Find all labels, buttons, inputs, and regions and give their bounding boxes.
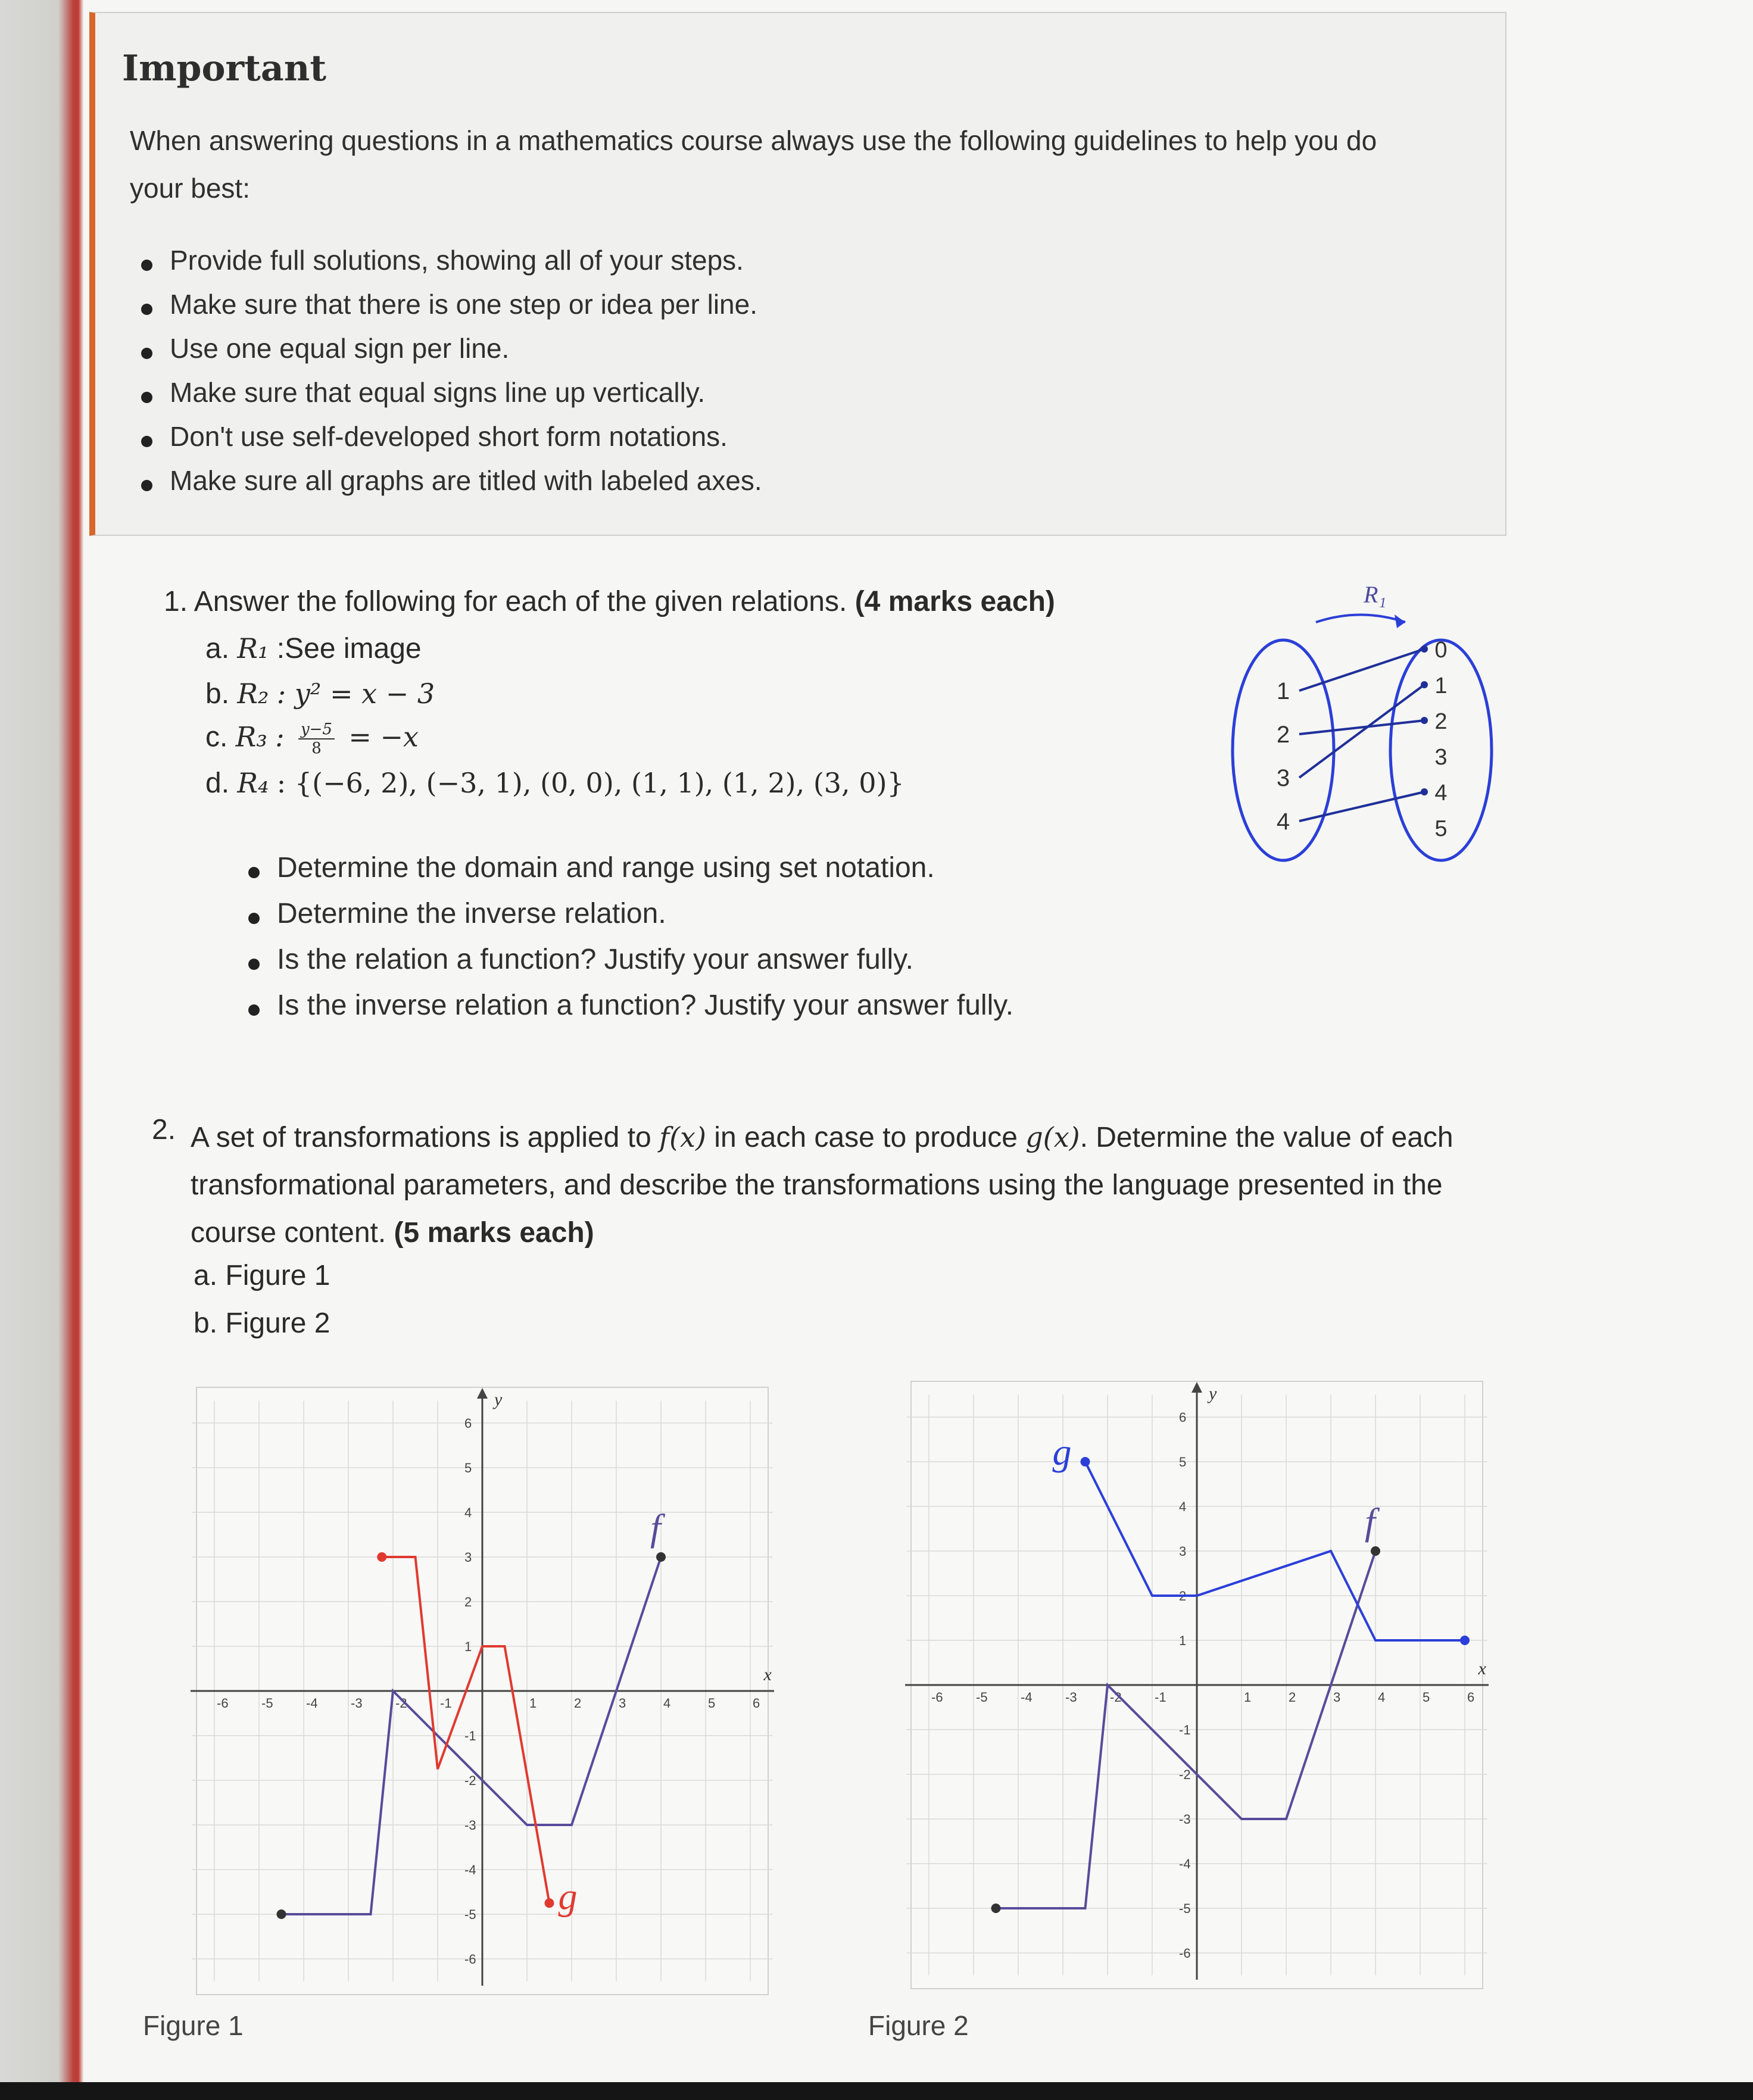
y-tick-label: -1 bbox=[464, 1728, 476, 1743]
guideline-item: Make sure that there is one step or idea per line. bbox=[170, 288, 762, 332]
relation-name: R₁ bbox=[237, 632, 269, 664]
part-text: Figure 1 bbox=[225, 1260, 330, 1291]
question-1-part-d bbox=[205, 767, 904, 800]
arrowhead-icon bbox=[1395, 614, 1405, 628]
guideline-list bbox=[170, 244, 762, 508]
task-item: Determine the domain and range using set notation. bbox=[277, 851, 1013, 897]
y-tick-label: -5 bbox=[464, 1907, 476, 1922]
y-tick-label: 6 bbox=[464, 1416, 472, 1431]
f-endpoint bbox=[277, 1909, 286, 1919]
mapping-diagram bbox=[1227, 572, 1512, 893]
part-label: a. bbox=[194, 1260, 218, 1291]
g-endpoint bbox=[1081, 1457, 1090, 1466]
arrow-tip-icon bbox=[1421, 717, 1428, 724]
g-endpoint bbox=[1460, 1636, 1470, 1645]
figure-1-caption: Figure 1 bbox=[143, 2010, 244, 2041]
y-tick-label: 1 bbox=[1179, 1633, 1187, 1648]
x-tick-label: -6 bbox=[217, 1696, 229, 1711]
y-tick-label: -3 bbox=[1179, 1812, 1191, 1827]
bottom-bezel bbox=[0, 2082, 1753, 2100]
x-tick-label: -4 bbox=[306, 1696, 318, 1711]
part-text: Figure 2 bbox=[225, 1308, 330, 1339]
question-2-part-b bbox=[194, 1307, 330, 1340]
range-value: 3 bbox=[1434, 745, 1448, 770]
question-1-part-b bbox=[205, 678, 435, 710]
range-value: 1 bbox=[1434, 673, 1448, 698]
arrow-tip-icon bbox=[1421, 681, 1428, 688]
question-1-part-c: c. R₃ : $\frac{y-5}{8}$ = −x bbox=[205, 720, 419, 757]
y-tick-label: 5 bbox=[1179, 1455, 1187, 1469]
y-tick-label: 3 bbox=[1179, 1544, 1187, 1559]
x-tick-label: -1 bbox=[1155, 1690, 1166, 1705]
y-tick-label: -4 bbox=[1179, 1856, 1191, 1871]
range-values bbox=[1434, 638, 1447, 841]
y-tick-label: 4 bbox=[1179, 1499, 1187, 1514]
range-value: 0 bbox=[1434, 638, 1448, 663]
x-axis-label: x bbox=[763, 1665, 772, 1684]
g-label: g bbox=[1052, 1431, 1072, 1473]
f-endpoint bbox=[991, 1904, 1001, 1913]
question-1-prompt: Answer the following for each of the given relations. bbox=[194, 586, 847, 617]
x-tick-label: -5 bbox=[261, 1696, 273, 1711]
y-axis-label: y bbox=[1209, 1384, 1217, 1403]
x-tick-label: 4 bbox=[1378, 1690, 1386, 1705]
x-tick-label: 5 bbox=[708, 1696, 716, 1711]
y-tick-label: -6 bbox=[1179, 1946, 1191, 1961]
y-tick-label: -4 bbox=[464, 1862, 476, 1877]
range-value: 5 bbox=[1434, 816, 1448, 841]
relation-definition: :See image bbox=[276, 633, 422, 664]
range-value: 2 bbox=[1434, 709, 1448, 734]
f-endpoint bbox=[656, 1552, 666, 1562]
x-tick-label: -5 bbox=[976, 1690, 988, 1705]
g-of-x: g(x) bbox=[1025, 1121, 1080, 1153]
figure-2-caption: Figure 2 bbox=[868, 2010, 969, 2041]
question-2-marks: (5 marks each) bbox=[394, 1217, 594, 1249]
x-tick-label: -6 bbox=[931, 1690, 943, 1705]
x-tick-label: 2 bbox=[1289, 1690, 1296, 1705]
question-2-number: 2. bbox=[152, 1114, 176, 1146]
domain-values bbox=[1277, 678, 1290, 835]
x-tick-label: 4 bbox=[663, 1696, 671, 1711]
question-1-marks: (4 marks each) bbox=[854, 586, 1055, 617]
y-tick-label: 4 bbox=[464, 1505, 472, 1520]
figure-1-graph bbox=[191, 1381, 774, 2001]
prompt-text: . Determine the value of each transformational parameters, and describe the transformations using the language presented in the course content. bbox=[191, 1122, 1453, 1249]
f-label: f bbox=[650, 1506, 661, 1549]
y-tick-label: -3 bbox=[464, 1818, 476, 1833]
part-label: b. bbox=[205, 678, 230, 710]
part-label: b. bbox=[194, 1308, 218, 1339]
x-tick-label: -4 bbox=[1021, 1690, 1033, 1705]
fraction bbox=[298, 720, 335, 757]
mapping-arrow-icon bbox=[1316, 615, 1405, 623]
important-intro: When answering questions in a mathematics course always use the following guidelines to help you do your best: bbox=[130, 125, 1377, 204]
y-tick-label: 1 bbox=[464, 1639, 472, 1654]
question-2-prompt bbox=[191, 1113, 1530, 1257]
x-tick-label: 6 bbox=[753, 1696, 760, 1711]
part-label: c. bbox=[205, 721, 228, 753]
y-tick-label: 3 bbox=[464, 1550, 472, 1565]
mapping-arrow-label: R₁ bbox=[1364, 581, 1387, 608]
y-tick-label: 2 bbox=[464, 1594, 472, 1609]
guideline-item: Use one equal sign per line. bbox=[170, 332, 762, 376]
relation-definition: = −x bbox=[348, 720, 419, 753]
x-tick-label: -3 bbox=[351, 1696, 363, 1711]
g-endpoint bbox=[377, 1552, 386, 1562]
relation-name: R₂ bbox=[237, 678, 269, 710]
y-tick-label: -2 bbox=[464, 1773, 476, 1788]
relation-name: R₄ bbox=[237, 767, 269, 799]
guideline-item: Make sure that equal signs line up vertically. bbox=[170, 376, 762, 420]
page-edge bbox=[0, 0, 83, 2100]
question-1-heading bbox=[164, 585, 1055, 618]
task-item: Is the relation a function? Justify your answer fully. bbox=[277, 943, 1013, 989]
x-axis-label: x bbox=[1478, 1659, 1486, 1678]
figure-2-graph bbox=[905, 1375, 1489, 1995]
domain-value: 3 bbox=[1276, 765, 1290, 791]
y-tick-label: -5 bbox=[1179, 1901, 1191, 1916]
y-tick-label: -1 bbox=[1179, 1723, 1191, 1737]
arrow-tip-icon bbox=[1421, 645, 1428, 653]
relation-name: R₃ bbox=[235, 720, 267, 753]
domain-value: 4 bbox=[1276, 809, 1290, 835]
guideline-item: Don't use self-developed short form notations. bbox=[170, 420, 762, 464]
important-title: Important bbox=[122, 48, 327, 89]
x-tick-label: 5 bbox=[1423, 1690, 1430, 1705]
f-of-x: f(x) bbox=[659, 1121, 706, 1153]
y-tick-label: 6 bbox=[1179, 1410, 1187, 1425]
guideline-item: Provide full solutions, showing all of your steps. bbox=[170, 244, 762, 288]
x-tick-label: -1 bbox=[440, 1696, 452, 1711]
mapping-arrow bbox=[1299, 792, 1424, 821]
x-tick-label: 6 bbox=[1467, 1690, 1475, 1705]
range-value: 4 bbox=[1434, 781, 1448, 806]
y-axis-label: y bbox=[494, 1390, 503, 1409]
question-1-number: 1. bbox=[164, 586, 188, 617]
fraction-numerator: y−5 bbox=[298, 720, 335, 739]
question-1-part-a bbox=[205, 632, 422, 665]
question-2-part-a bbox=[194, 1259, 330, 1292]
task-item: Is the inverse relation a function? Justify your answer fully. bbox=[277, 989, 1013, 1035]
part-label: a. bbox=[205, 633, 230, 664]
arrow-tip-icon bbox=[1421, 788, 1428, 795]
f-label: f bbox=[1365, 1500, 1375, 1543]
x-tick-label: 2 bbox=[574, 1696, 582, 1711]
fraction-denominator: 8 bbox=[311, 739, 322, 757]
x-tick-label: 3 bbox=[1333, 1690, 1341, 1705]
prompt-text: A set of transformations is applied to bbox=[191, 1122, 660, 1153]
x-tick-label: 1 bbox=[529, 1696, 537, 1711]
f-endpoint bbox=[1371, 1546, 1380, 1556]
y-tick-label: 5 bbox=[464, 1461, 472, 1475]
domain-value: 1 bbox=[1276, 678, 1290, 704]
y-tick-label: -2 bbox=[1179, 1767, 1191, 1782]
x-tick-label: -3 bbox=[1065, 1690, 1077, 1705]
part-label: d. bbox=[205, 767, 230, 799]
g-label: g bbox=[558, 1875, 578, 1918]
g-endpoint bbox=[545, 1898, 554, 1908]
task-list bbox=[277, 851, 1013, 1035]
relation-definition: : y² = x − 3 bbox=[276, 678, 435, 710]
guideline-item: Make sure all graphs are titled with labeled axes. bbox=[170, 464, 762, 508]
relation-definition: : {(−6, 2), (−3, 1), (0, 0), (1, 1), (1, 2), (3, 0)} bbox=[276, 767, 904, 799]
task-item: Determine the inverse relation. bbox=[277, 897, 1013, 943]
y-tick-label: 2 bbox=[1179, 1589, 1187, 1603]
x-tick-label: -2 bbox=[1110, 1690, 1122, 1705]
domain-value: 2 bbox=[1276, 722, 1290, 748]
y-tick-label: -6 bbox=[464, 1952, 476, 1967]
x-tick-label: 3 bbox=[619, 1696, 626, 1711]
prompt-text: in each case to produce bbox=[706, 1122, 1026, 1153]
x-tick-label: -2 bbox=[395, 1696, 407, 1711]
x-tick-label: 1 bbox=[1244, 1690, 1252, 1705]
